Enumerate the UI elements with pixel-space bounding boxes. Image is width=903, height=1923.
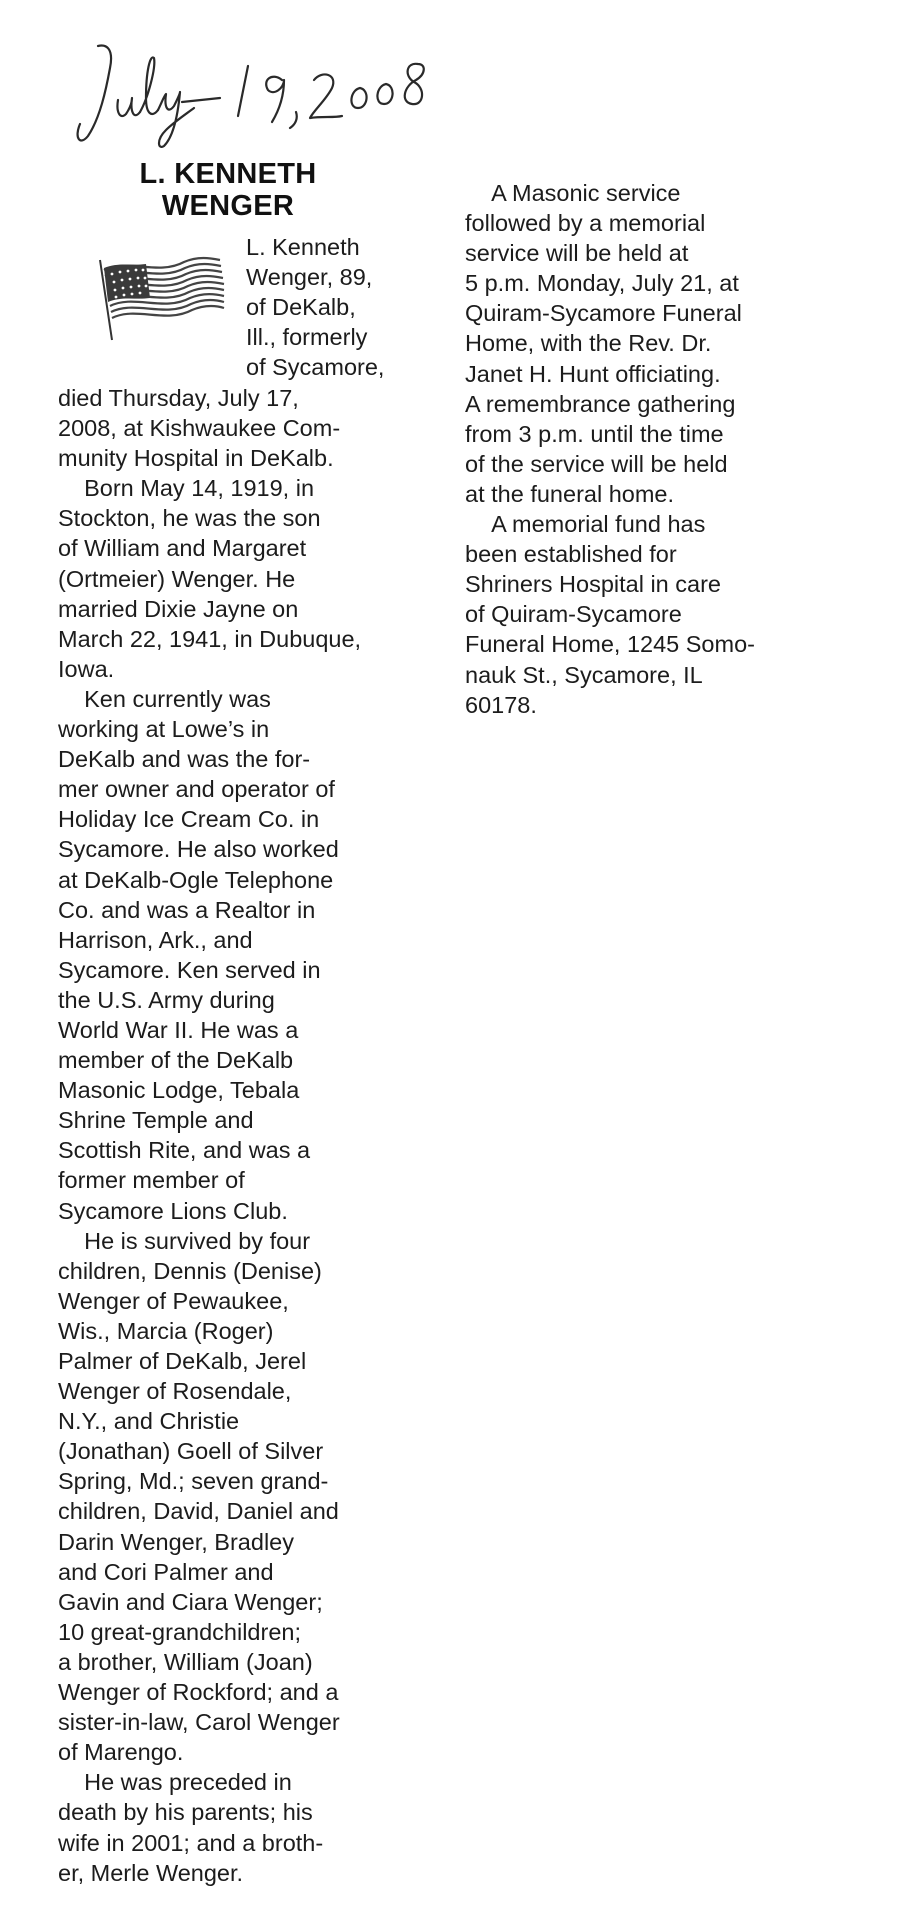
text-line: the U.S. Army during bbox=[58, 986, 275, 1013]
text-line: died Thursday, July 17, bbox=[58, 385, 299, 411]
intro-text bbox=[246, 232, 384, 382]
text-line: Janet H. Hunt officiating. bbox=[465, 360, 721, 387]
text-line: N.Y., and Christie bbox=[58, 1408, 240, 1435]
text-line: at the funeral home. bbox=[465, 480, 675, 507]
text-line: He is survived by four bbox=[58, 1227, 311, 1254]
text-line: 2008, at Kishwaukee Com- bbox=[58, 415, 341, 442]
text-line: followed by a memorial bbox=[465, 210, 706, 237]
text-line: L. Kenneth bbox=[246, 234, 360, 260]
text-line: of Marengo. bbox=[58, 1739, 184, 1766]
text-line: been established for bbox=[465, 541, 677, 568]
american-flag-icon bbox=[88, 240, 228, 350]
text-line: A remembrance gathering bbox=[465, 390, 736, 417]
text-line: of DeKalb, bbox=[246, 294, 356, 321]
text-line: Home, with the Rev. Dr. bbox=[465, 330, 712, 357]
text-line: of Sycamore, bbox=[246, 354, 385, 381]
text-line: children, Dennis (Denise) bbox=[58, 1257, 322, 1284]
text-line: Stockton, he was the son bbox=[58, 505, 321, 532]
text-line: A Masonic service bbox=[465, 180, 681, 206]
text-line: children, David, Daniel and bbox=[58, 1498, 339, 1525]
text-line: 10 great-grandchildren; bbox=[58, 1618, 301, 1645]
text-line: Ken currently was bbox=[58, 685, 271, 712]
text-line: Holiday Ice Cream Co. in bbox=[58, 806, 320, 833]
text-line: er, Merle Wenger. bbox=[58, 1859, 244, 1886]
text-line: A memorial fund has bbox=[465, 511, 706, 538]
left-column-text bbox=[58, 383, 361, 1888]
text-line: Sycamore. Ken served in bbox=[58, 956, 321, 983]
text-line: service will be held at bbox=[465, 240, 689, 267]
text-line: Darin Wenger, Bradley bbox=[58, 1528, 294, 1555]
text-line: Shriners Hospital in care bbox=[465, 571, 721, 598]
text-line: March 22, 1941, in Dubuque, bbox=[58, 625, 362, 652]
handwritten-date bbox=[70, 28, 430, 148]
text-line: Co. and was a Realtor in bbox=[58, 896, 316, 923]
text-line: Masonic Lodge, Tebala bbox=[58, 1077, 300, 1104]
text-line: Funeral Home, 1245 Somo- bbox=[465, 631, 755, 658]
handwritten-date-image bbox=[70, 28, 430, 148]
text-line: Harrison, Ark., and bbox=[58, 926, 253, 953]
text-line: working at Lowe’s in bbox=[58, 716, 270, 743]
text-line: a brother, William (Joan) bbox=[58, 1648, 313, 1675]
text-line: nauk St., Sycamore, IL bbox=[465, 661, 703, 688]
obituary-headline bbox=[98, 158, 358, 222]
text-line: Wenger of Pewaukee, bbox=[58, 1287, 289, 1314]
text-line: Shrine Temple and bbox=[58, 1107, 254, 1134]
text-line: He was preceded in bbox=[58, 1769, 292, 1796]
headline-line-2: WENGER bbox=[161, 190, 295, 222]
text-line: World War II. He was a bbox=[58, 1016, 299, 1043]
text-line: of Quiram-Sycamore bbox=[465, 601, 682, 628]
text-line: Born May 14, 1919, in bbox=[58, 475, 315, 502]
text-line: (Jonathan) Goell of Silver bbox=[58, 1438, 324, 1465]
text-line: from 3 p.m. until the time bbox=[465, 420, 724, 447]
text-line: (Ortmeier) Wenger. He bbox=[58, 565, 296, 592]
text-line: former member of bbox=[58, 1167, 245, 1194]
text-line: Quiram-Sycamore Funeral bbox=[465, 300, 742, 327]
text-line: married Dixie Jayne on bbox=[58, 595, 299, 622]
text-line: of the service will be held bbox=[465, 450, 728, 477]
text-line: DeKalb and was the for- bbox=[58, 746, 311, 773]
text-line: at DeKalb-Ogle Telephone bbox=[58, 866, 334, 893]
text-line: and Cori Palmer and bbox=[58, 1558, 274, 1585]
text-line: Scottish Rite, and was a bbox=[58, 1137, 311, 1164]
text-line: Spring, Md.; seven grand- bbox=[58, 1468, 329, 1495]
text-line: Iowa. bbox=[58, 655, 115, 682]
text-line: of William and Margaret bbox=[58, 535, 307, 562]
text-line: munity Hospital in DeKalb. bbox=[58, 445, 334, 472]
text-line: sister-in-law, Carol Wenger bbox=[58, 1709, 340, 1736]
text-line: Wenger of Rosendale, bbox=[58, 1378, 292, 1405]
text-line: death by his parents; his bbox=[58, 1799, 313, 1826]
text-line: wife in 2001; and a broth- bbox=[58, 1829, 324, 1856]
text-line: mer owner and operator of bbox=[58, 776, 335, 803]
text-line: member of the DeKalb bbox=[58, 1047, 294, 1074]
text-line: Palmer of DeKalb, Jerel bbox=[58, 1348, 307, 1374]
text-line: Ill., formerly bbox=[246, 324, 368, 351]
text-line: 5 p.m. Monday, July 21, at bbox=[465, 270, 739, 297]
right-column-text bbox=[465, 178, 755, 720]
text-line: Sycamore. He also worked bbox=[58, 836, 339, 863]
text-line: Wenger, 89, bbox=[246, 264, 373, 291]
text-line: Sycamore Lions Club. bbox=[58, 1197, 288, 1224]
text-line: Wenger of Rockford; and a bbox=[58, 1679, 339, 1706]
headline-line-1: L. KENNETH bbox=[139, 158, 317, 190]
text-line: Wis., Marcia (Roger) bbox=[58, 1317, 274, 1344]
text-line: 60178. bbox=[465, 691, 537, 718]
text-line: Gavin and Ciara Wenger; bbox=[58, 1588, 323, 1615]
